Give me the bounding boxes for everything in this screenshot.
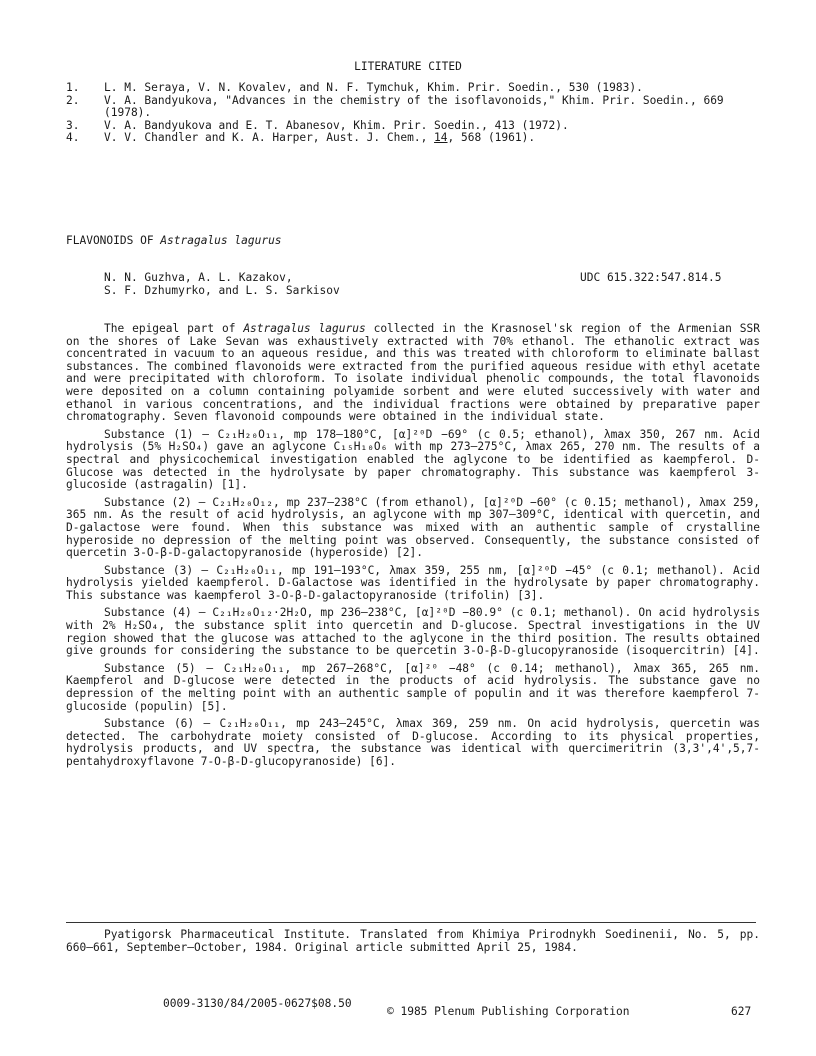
- article-title-prefix: FLAVONOIDS OF: [66, 234, 161, 247]
- reference-item: [66, 82, 766, 95]
- reference-text: L. M. Seraya, V. N. Kovalev, and N. F. Tymchuk, Khim. Prir. Soedin., 530 (1983).: [104, 81, 643, 94]
- reference-text: V. A. Bandyukova and E. T. Abanesov, Khim. Prir. Soedin., 413 (1972).: [104, 118, 569, 132]
- reference-item: [66, 132, 766, 145]
- intro-text-a: The epigeal part of: [104, 322, 244, 335]
- article-code: 0009-3130/84/2005-0627$08.50: [163, 997, 352, 1010]
- reference-number: 3.: [66, 118, 80, 132]
- literature-cited-heading: LITERATURE CITED: [354, 60, 462, 73]
- intro-text-b: collected in the Krasnosel'sk region of the Armenian SSR on the shores of Lake Sevan was exhaustively extracted with 70% ethanol. The ethanolic extract was concentrated in vacuum to an aqueous residue, and this was treated with chloroform to eliminate ballast substances. The combined flavonoids were extracted from the purified aqueous residue with ethyl acetate and were precipitated with chloroform. To isolate individual phenolic compounds, the total flavonoids were deposited on a column containing polyamide sorbent and were eluted successively with water and ethanol in various concentrations, and the individual fractions were obtained by preparative paper chromatography. Seven flavonoid compounds were obtained in the individual state.: [66, 322, 760, 424]
- article-title: [66, 235, 282, 248]
- intro-paragraph: [66, 323, 760, 424]
- substance-6-paragraph: Substance (6) — C₂₁H₂₀O₁₁, mp 243–245°C, λmax 369, 259 nm. On acid hydrolysis, quercetin was detected. The carbohydrate moiety consisted of D-glucose. According to its physical properties, hydrolysis products, and UV spectra, the substance was identical with quercimeritrin (3,3',4',5,7-pentahydroxyflavone 7-O-β-D-glucopyranoside) [6].: [66, 717, 760, 768]
- intro-species: Astragalus lagurus: [243, 322, 366, 335]
- authors-line: S. F. Dzhumyrko, and L. S. Sarkisov: [104, 283, 340, 297]
- footnote: Pyatigorsk Pharmaceutical Institute. Translated from Khimiya Prirodnykh Soedinenii, No. 5, pp. 660–661, September–October, 1984. Original article submitted April 25, 1984.: [66, 928, 760, 954]
- page-number: 627: [731, 1005, 752, 1018]
- substance-4-paragraph: Substance (4) — C₂₁H₂₀O₁₂·2H₂O, mp 236–238°C, [α]²⁰D −80.9° (c 0.1; methanol). On acid hydrolysis with 2% H₂SO₄, the substance split into quercetin and D-glucose. Spectral investigations in the UV region showed that the glucose was attached to the aglycone in the third position. The results obtained give grounds for considering the substance to be quercetin 3-O-β-D-glucopyranoside (isoquercitrin) [4].: [66, 606, 760, 658]
- reference-volume: 14: [434, 131, 448, 145]
- reference-text: V. A. Bandyukova, "Advances in the chemistry of the isoflavonoids," Khim. Prir. Soedin., 669 (1978).: [104, 93, 724, 120]
- reference-list: [66, 82, 766, 145]
- reference-text: [104, 132, 766, 145]
- substance-3-paragraph: Substance (3) — C₂₁H₂₀O₁₁, mp 191–193°C, λmax 359, 255 nm, [α]²⁰D −45° (c 0.1; methanol). Acid hydrolysis yielded kaempferol. D-Galactose was identified in the hydrolysate by paper chromatography. This substance was kaempferol 3-O-β-D-galactopyranoside (trifolin) [3].: [66, 563, 760, 602]
- author-list: [104, 272, 524, 297]
- copyright-notice: © 1985 Plenum Publishing Corporation: [387, 1005, 630, 1018]
- article-body: [66, 323, 760, 774]
- substance-1-paragraph: Substance (1) — C₂₁H₂₀O₁₁, mp 178–180°C, [α]²⁰D −69° (c 0.5; ethanol), λmax 350, 267 nm. Acid hydrolysis (5% H₂SO₄) gave an aglycone C₁₅H₁₀O₆ with mp 273–275°C, λmax 265, 270 nm. The results of a spectral and physicochemical investigation enabled the aglycone to be identified as kaempferol. D-Glucose was detected in the hydrolysate by paper chromatography. This substance was kaempferol 3-glucoside (astragalin) [1].: [66, 427, 760, 492]
- reference-number: 1.: [66, 81, 80, 94]
- reference-text-post: , 568 (1961).: [447, 131, 536, 145]
- reference-number: 2.: [66, 93, 80, 107]
- article-title-species: Astragalus lagurus: [160, 234, 282, 247]
- substance-2-paragraph: Substance (2) — C₂₁H₂₀O₁₂, mp 237–238°C (from ethanol), [α]²⁰D −60° (c 0.15; methanol), λmax 259, 365 nm. As the result of acid hydrolysis, an aglycone with mp 307–309°C, identical with quercetin, and D-galactose were found. When this substance was mixed with an authentic sample of crystalline hyperoside no depression of the melting point was observed. Consequently, the substance consisted of quercetin 3-O-β-D-galactopyranoside (hyperoside) [2].: [66, 495, 760, 560]
- reference-item: [66, 95, 766, 120]
- reference-number: 4.: [66, 131, 80, 145]
- authors-line: N. N. Guzhva, A. L. Kazakov,: [104, 271, 293, 284]
- footnote-divider: [66, 922, 756, 923]
- reference-text-pre: V. V. Chandler and K. A. Harper, Aust. J. Chem.,: [104, 131, 435, 145]
- udc-code: UDC 615.322:547.814.5: [580, 271, 722, 284]
- substance-5-paragraph: Substance (5) — C₂₁H₂₀O₁₁, mp 267–268°C, [α]²⁰ −48° (c 0.14; methanol), λmax 365, 265 nm. Kaempferol and D-glucose were detected in the products of acid hydrolysis. The substance gave no depression of the melting point with an authentic sample of populin and it was therefore kaempferol 7-glucoside (populin) [5].: [66, 661, 760, 713]
